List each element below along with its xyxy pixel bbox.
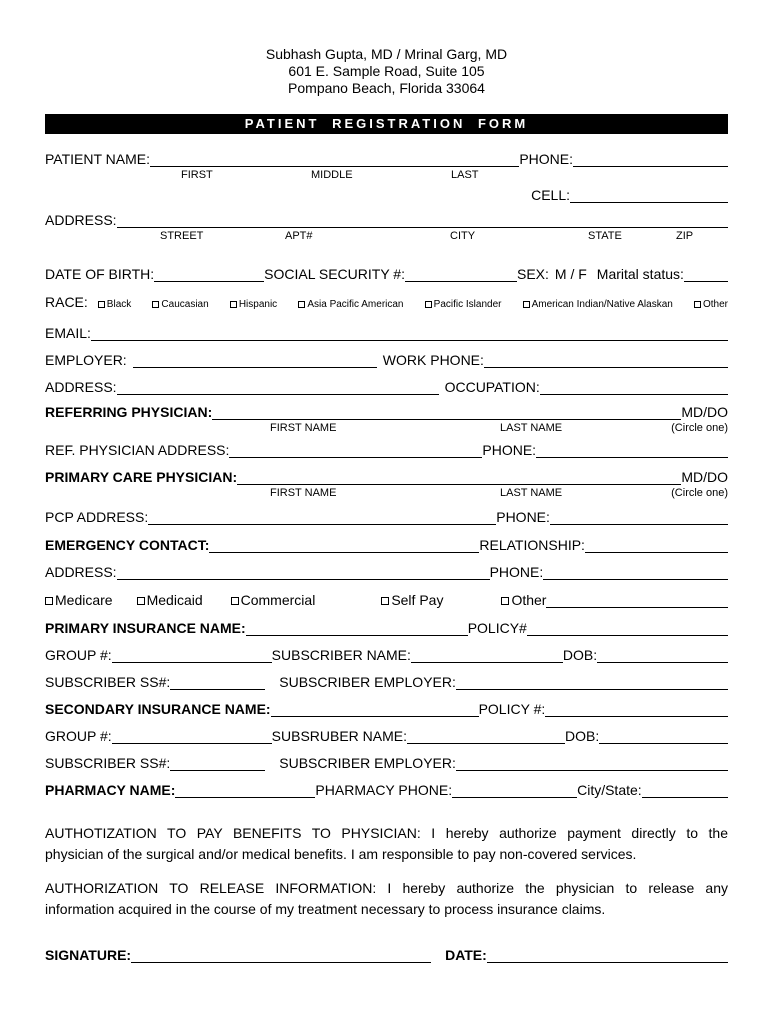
auth-release-line2: information acquired in the course of my treatment necessary to process insurance claims. (45, 901, 606, 917)
pharmacy-name-line[interactable] (175, 781, 315, 798)
checkbox-icon[interactable] (694, 301, 701, 308)
employer-line[interactable] (133, 351, 377, 368)
emergency-phone-label: PHONE: (489, 564, 544, 580)
signature-row (45, 946, 728, 963)
primary-subscriber-ss-row (45, 673, 728, 690)
referring-physician-row (45, 403, 728, 420)
cell-row (45, 186, 728, 203)
checkbox-icon[interactable] (523, 301, 530, 308)
sex-label: SEX: (516, 266, 549, 282)
employer-address-row (45, 378, 728, 395)
auth-pay-line2: physician of the surgical and/or medical benefits. I am responsible to pay non-covered services. (45, 846, 637, 862)
email-row (45, 324, 728, 341)
secondary-insurance-name-label: SECONDARY INSURANCE NAME: (45, 701, 271, 717)
employer-row (45, 351, 728, 368)
emergency-address-label: ADDRESS: (45, 564, 117, 580)
race-option-american-indian[interactable]: American Indian/Native Alaskan (523, 299, 673, 310)
form-title: PATIENT REGISTRATION FORM (244, 116, 529, 131)
checkbox-icon[interactable] (230, 301, 237, 308)
insurance-option-medicare[interactable]: Medicare (45, 592, 113, 608)
cell-label: CELL: (531, 187, 570, 203)
signature-line[interactable] (131, 946, 431, 963)
primary-policy-line[interactable] (527, 619, 728, 636)
marital-status-label: Marital status: (596, 266, 684, 282)
auth-release-line1: AUTHORIZATION TO RELEASE INFORMATION: I hereby authorize the physician to release any (45, 880, 728, 896)
patient-name-line[interactable] (150, 150, 519, 167)
ref-physician-address-label: REF. PHYSICIAN ADDRESS: (45, 442, 230, 458)
pharmacy-city-state-label: City/State: (577, 782, 642, 798)
insurance-other-line[interactable] (546, 592, 728, 608)
subscriber-ss-label: SUBSCRIBER SS#: (45, 674, 171, 690)
practice-name: Subhash Gupta, MD / Mrinal Garg, MD (265, 46, 508, 62)
relationship-label: RELATIONSHIP: (479, 537, 585, 553)
secondary-insurance-name-line[interactable] (271, 700, 479, 717)
race-option-other[interactable]: Other (694, 299, 728, 310)
primary-insurance-row (45, 619, 728, 636)
date-line[interactable] (487, 946, 728, 963)
occupation-line[interactable] (540, 378, 728, 395)
subscriber-employer-line[interactable] (456, 673, 728, 690)
group-number-label: GROUP #: (45, 647, 112, 663)
cell-line[interactable] (570, 186, 728, 203)
signature-label: SIGNATURE: (45, 947, 132, 963)
subsruber-name-label: SUBSRUBER NAME: (271, 728, 408, 744)
secondary-policy-label: POLICY #: (478, 701, 546, 717)
pcp-address-line[interactable] (148, 508, 496, 525)
group-number-line[interactable] (112, 646, 272, 663)
ref-first-name-sublabel: FIRST NAME (270, 422, 337, 434)
relationship-line[interactable] (585, 536, 728, 553)
group-number2-line[interactable] (112, 727, 272, 744)
pcp-phone-label: PHONE: (496, 509, 550, 525)
pharmacy-phone-line[interactable] (452, 781, 577, 798)
subscriber-dob2-line[interactable] (599, 727, 728, 744)
pharmacy-name-label: PHARMACY NAME: (45, 782, 176, 798)
ref-circle-one-sublabel: (Circle one) (671, 422, 728, 434)
insurance-option-medicaid[interactable]: Medicaid (137, 592, 203, 608)
pcp-phone-line[interactable] (550, 508, 728, 525)
auth-pay-line1: AUTHOTIZATION TO PAY BENEFITS TO PHYSICIAN: I hereby authorize payment directly to the (45, 825, 728, 841)
address-sublabels-row (45, 230, 728, 243)
subscriber-ss-line[interactable] (170, 673, 265, 690)
secondary-insurance-row (45, 700, 728, 717)
address-line[interactable] (117, 211, 728, 228)
referring-md-do[interactable]: MD/DO (681, 404, 728, 420)
race-option-asia-pacific[interactable]: Asia Pacific American (298, 299, 403, 310)
date-label: DATE: (445, 947, 487, 963)
checkbox-icon[interactable] (298, 301, 305, 308)
primary-insurance-name-label: PRIMARY INSURANCE NAME: (45, 620, 246, 636)
ref-physician-address-row (45, 441, 728, 458)
checkbox-icon[interactable] (501, 597, 509, 605)
race-row (45, 295, 728, 310)
emergency-contact-row (45, 536, 728, 553)
email-label: EMAIL: (45, 325, 91, 341)
race-option-pacific-islander[interactable]: Pacific Islander (425, 299, 502, 310)
emergency-contact-label: EMERGENCY CONTACT: (45, 537, 210, 553)
state-sublabel: STATE (588, 230, 622, 242)
primary-policy-label: POLICY# (467, 620, 527, 636)
race-option-hispanic[interactable]: Hispanic (230, 299, 277, 310)
primary-group-row (45, 646, 728, 663)
ref-phone-line[interactable] (536, 441, 728, 458)
subscriber-employer2-label: SUBSCRIBER EMPLOYER: (279, 755, 456, 771)
work-phone-label: WORK PHONE: (382, 352, 484, 368)
employer-address-line[interactable] (117, 378, 439, 395)
practice-city: Pompano Beach, Florida 33064 (288, 80, 485, 96)
zip-sublabel: ZIP (676, 230, 694, 242)
pcp-address-label: PCP ADDRESS: (45, 509, 149, 525)
subscriber-dob2-label: DOB: (565, 728, 600, 744)
ssn-line[interactable] (405, 265, 517, 282)
checkbox-icon[interactable] (425, 301, 432, 308)
subscriber-ss2-line[interactable] (170, 754, 265, 771)
secondary-group-row (45, 727, 728, 744)
name-sublabels-row (45, 169, 728, 182)
subscriber-dob-line[interactable] (597, 646, 728, 663)
address-label: ADDRESS: (45, 212, 117, 228)
middle-sublabel: MIDDLE (311, 169, 353, 181)
subscriber-name-line[interactable] (411, 646, 563, 663)
subsruber-name-line[interactable] (407, 727, 565, 744)
employer-address-label: ADDRESS: (45, 379, 117, 395)
race-label: RACE: (45, 294, 88, 310)
race-option-caucasian[interactable]: Caucasian (152, 299, 208, 310)
work-phone-line[interactable] (484, 351, 728, 368)
marital-status-line[interactable] (684, 265, 728, 282)
referring-physician-line[interactable] (212, 403, 681, 420)
group-number2-label: GROUP #: (45, 728, 112, 744)
pharmacy-phone-label: PHARMACY PHONE: (315, 782, 453, 798)
ref-last-name-sublabel: LAST NAME (500, 422, 563, 434)
checkbox-icon[interactable] (152, 301, 159, 308)
referring-physician-label: REFERRING PHYSICIAN: (45, 404, 213, 420)
checkbox-icon[interactable] (45, 597, 53, 605)
dob-line[interactable] (154, 265, 264, 282)
checkbox-icon[interactable] (98, 301, 105, 308)
primary-care-sublabels (45, 487, 728, 500)
primary-care-physician-line[interactable] (237, 468, 681, 485)
subscriber-ss2-label: SUBSCRIBER SS#: (45, 755, 171, 771)
pcp-md-do[interactable]: MD/DO (681, 469, 728, 485)
street-sublabel: STREET (160, 230, 204, 242)
checkbox-icon[interactable] (231, 597, 239, 605)
pcp-last-name-sublabel: LAST NAME (500, 487, 563, 499)
primary-care-physician-row (45, 468, 728, 485)
pcp-circle-one-sublabel: (Circle one) (671, 487, 728, 499)
patient-name-label: PATIENT NAME: (45, 151, 151, 167)
subscriber-dob-label: DOB: (562, 647, 598, 663)
primary-care-physician-label: PRIMARY CARE PHYSICIAN: (45, 469, 238, 485)
patient-name-row (45, 150, 728, 167)
ref-phone-label: PHONE: (482, 442, 537, 458)
authorization-pay-paragraph (45, 823, 728, 865)
referring-physician-sublabels (45, 422, 728, 435)
apt-sublabel: APT# (285, 230, 313, 242)
city-sublabel: CITY (450, 230, 476, 242)
pharmacy-row (45, 781, 728, 798)
emergency-address-row (45, 563, 728, 580)
sex-options[interactable]: M / F (554, 266, 587, 282)
secondary-subscriber-ss-row (45, 754, 728, 771)
phone-line[interactable] (573, 150, 728, 167)
insurance-option-other[interactable]: Other (501, 592, 546, 608)
subscriber-name-label: SUBSCRIBER NAME: (271, 647, 411, 663)
email-line[interactable] (91, 324, 728, 341)
ref-physician-address-line[interactable] (229, 441, 482, 458)
title-bar (45, 114, 728, 134)
insurance-option-self-pay[interactable]: Self Pay (381, 592, 443, 608)
secondary-policy-line[interactable] (545, 700, 728, 717)
subscriber-employer-label: SUBSCRIBER EMPLOYER: (279, 674, 456, 690)
address-row (45, 211, 728, 228)
pcp-address-row (45, 508, 728, 525)
dob-ssn-sex-row (45, 265, 728, 282)
employer-label: EMPLOYER: (45, 352, 127, 368)
emergency-address-line[interactable] (117, 563, 490, 580)
last-sublabel: LAST (451, 169, 479, 181)
phone-label: PHONE: (519, 151, 573, 167)
letterhead (45, 0, 728, 97)
emergency-contact-line[interactable] (209, 536, 479, 553)
checkbox-icon[interactable] (137, 597, 145, 605)
emergency-phone-line[interactable] (543, 563, 728, 580)
race-option-black[interactable]: Black (98, 299, 131, 310)
first-sublabel: FIRST (181, 169, 213, 181)
insurance-option-commercial[interactable]: Commercial (231, 592, 316, 608)
subscriber-employer2-line[interactable] (456, 754, 728, 771)
ssn-label: SOCIAL SECURITY #: (264, 266, 405, 282)
occupation-label: OCCUPATION: (444, 379, 540, 395)
dob-label: DATE OF BIRTH: (45, 266, 155, 282)
practice-street: 601 E. Sample Road, Suite 105 (288, 63, 485, 79)
primary-insurance-name-line[interactable] (246, 619, 468, 636)
pharmacy-city-state-line[interactable] (642, 781, 728, 798)
insurance-type-row (45, 592, 728, 608)
pcp-first-name-sublabel: FIRST NAME (270, 487, 337, 499)
checkbox-icon[interactable] (381, 597, 389, 605)
authorization-release-paragraph (45, 878, 728, 920)
